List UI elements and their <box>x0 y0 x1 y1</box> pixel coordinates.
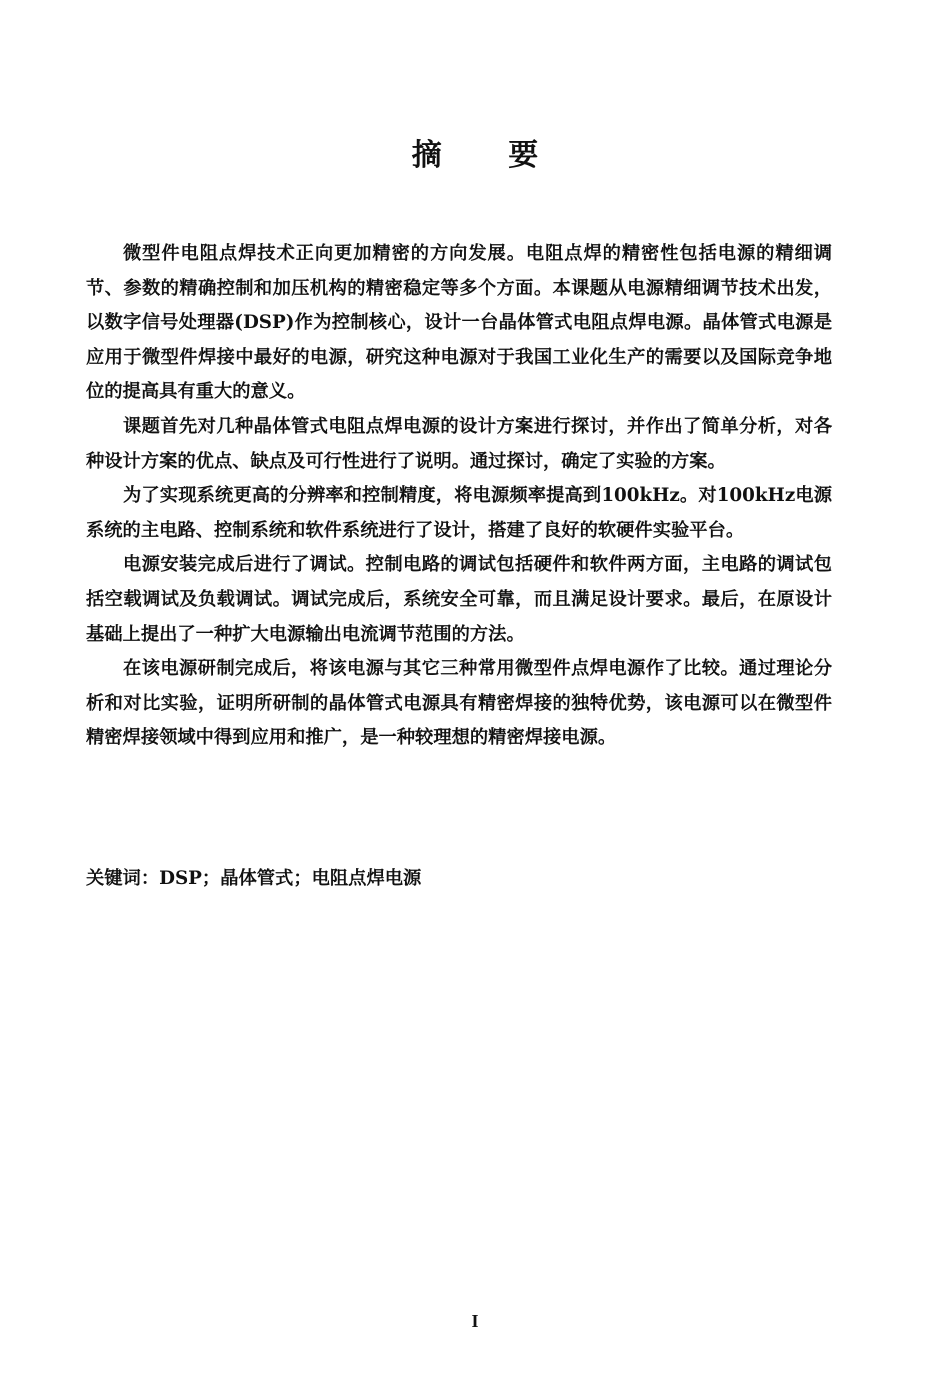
abstract-paragraph-4: 电源安装完成后进行了调试。控制电路的调试包括硬件和软件两方面，主电路的调试包括空载调试及负载调试。调试完成后，系统安全可靠，而且满足设计要求。最后，在原设计基础上提出了一种扩大电源输出电流调节范围的方法。 <box>86 554 832 645</box>
abstract-paragraph-3: 为了实现系统更高的分辨率和控制精度，将电源频率提高到100kHz。对100kHz电源系统的主电路、控制系统和软件系统进行了设计，搭建了良好的软硬件实验平台。 <box>86 485 832 541</box>
abstract-title: 摘 要 <box>411 138 567 173</box>
abstract-paragraph-1: 微型件电阻点焊技术正向更加精密的方向发展。电阻点焊的精密性包括电源的精细调节、参数的精确控制和加压机构的精密稳定等多个方面。本课题从电源精细调节技术出发，以数字信号处理器(DSP)作为控制核心，设计一台晶体管式电阻点焊电源。晶体管式电源是应用于微型件焊接中最好的电源，研究这种电源对于我国工业化生产的需要以及国际竞争地位的提高具有重大的意义。 <box>86 243 832 403</box>
abstract-body <box>86 237 832 756</box>
keywords-line <box>86 864 832 894</box>
keywords-text: DSP；晶体管式；电阻点焊电源 <box>159 868 422 889</box>
keywords-label: 关键词： <box>86 868 160 889</box>
abstract-paragraph-2: 课题首先对几种晶体管式电阻点焊电源的设计方案进行探讨，并作出了简单分析，对各种设计方案的优点、缺点及可行性进行了说明。通过探讨，确定了实验的方案。 <box>86 415 832 472</box>
page-number: I <box>471 1311 479 1331</box>
abstract-paragraph-5: 在该电源研制完成后，将该电源与其它三种常用微型件点焊电源作了比较。通过理论分析和对比实验，证明所研制的晶体管式电源具有精密焊接的独特优势，该电源可以在微型件精密焊接领域中得到应用和推广，是一种较理想的精密焊接电源。 <box>86 658 832 749</box>
